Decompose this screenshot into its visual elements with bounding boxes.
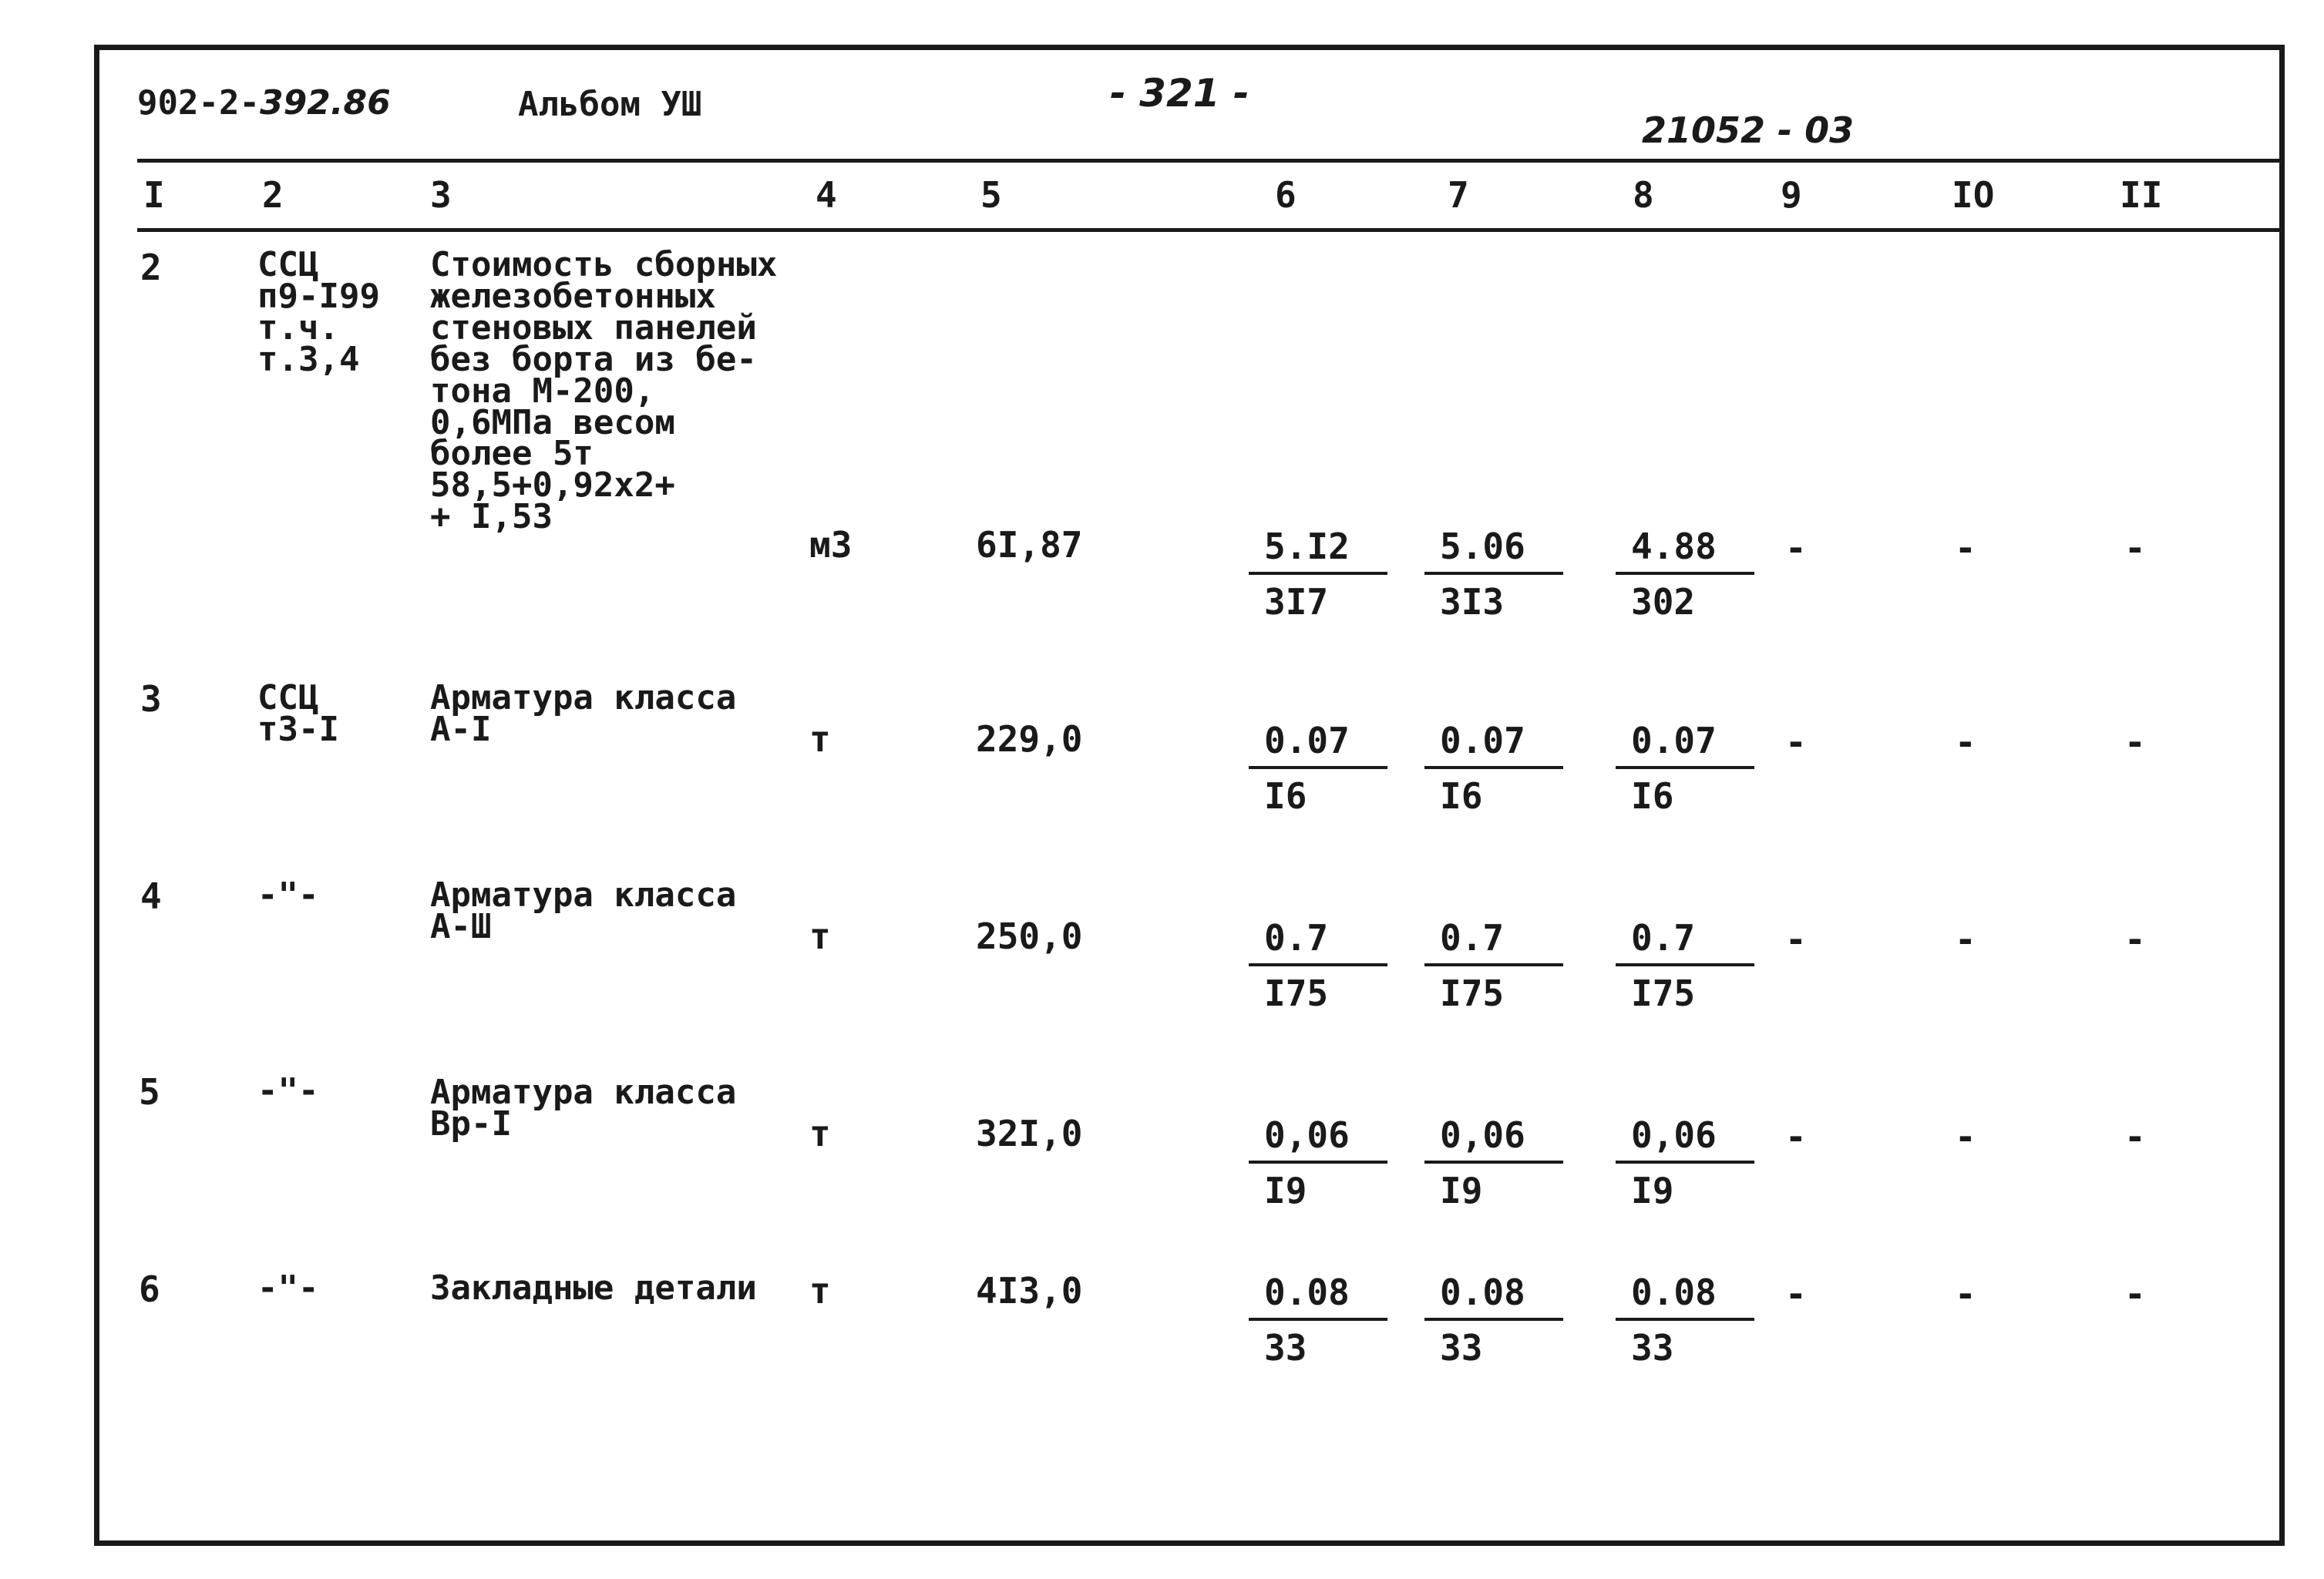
value-col11: -	[2124, 1273, 2146, 1315]
value-col6	[1249, 1114, 1387, 1211]
value-denominator: 33	[1264, 1327, 1307, 1369]
value-col11: -	[2124, 721, 2146, 763]
value-numerator: 0.07	[1249, 720, 1387, 769]
column-number: 8	[1633, 174, 1654, 216]
column-number: I	[143, 174, 165, 216]
value-col7	[1424, 1114, 1563, 1211]
value-col8	[1616, 917, 1754, 1014]
unit-price: 6I,87	[976, 524, 1083, 566]
unit-price: 250,0	[976, 915, 1083, 957]
row-number: 6	[139, 1268, 160, 1310]
value-denominator: 302	[1631, 581, 1696, 623]
value-denominator: 3I7	[1264, 581, 1329, 623]
unit: т	[809, 718, 831, 760]
value-col7	[1424, 917, 1563, 1014]
value-col10: -	[1955, 1116, 1976, 1157]
value-denominator: I9	[1440, 1170, 1483, 1211]
value-col8	[1616, 1114, 1754, 1211]
value-numerator: 0.08	[1249, 1272, 1387, 1321]
table-header-rule	[137, 228, 2285, 232]
value-numerator: 0.7	[1424, 917, 1563, 966]
album-label: Альбом УШ	[518, 85, 702, 124]
column-number: 4	[816, 174, 837, 216]
value-denominator: I6	[1440, 775, 1483, 817]
column-number: II	[2120, 174, 2163, 216]
value-denominator: I75	[1631, 973, 1696, 1014]
sheet-code: 21052 - 03	[1642, 109, 1855, 151]
unit: м3	[809, 524, 853, 566]
item-description: Стоимость сборных железобетонных стеновых панелей без борта из бе- тона М-200, 0,6МПа весом более 5т 58,5+0,92х2+ + I,53	[430, 245, 778, 537]
value-col11: -	[2124, 527, 2146, 569]
value-col9: -	[1785, 527, 1807, 569]
source-reference: -"-	[257, 875, 319, 915]
value-numerator: 0.08	[1424, 1272, 1563, 1321]
item-description: Закладные детали	[430, 1268, 757, 1308]
value-denominator: 33	[1440, 1327, 1483, 1369]
value-col7	[1424, 720, 1563, 817]
value-col10: -	[1955, 1273, 1976, 1315]
value-numerator: 0,06	[1616, 1114, 1754, 1164]
value-col9: -	[1785, 919, 1807, 960]
item-description: Арматура класса А-Ш	[430, 875, 737, 946]
column-number: 9	[1781, 174, 1802, 216]
unit: т	[809, 1270, 831, 1312]
value-col8	[1616, 720, 1754, 817]
document-sheet	[94, 45, 2285, 1546]
column-number: 6	[1275, 174, 1297, 216]
value-col9: -	[1785, 1273, 1807, 1315]
value-col6	[1249, 1272, 1387, 1369]
source-reference: -"-	[257, 1071, 319, 1110]
value-numerator: 5.I2	[1249, 526, 1387, 575]
column-number: IO	[1952, 174, 1995, 216]
column-number: 2	[262, 174, 284, 216]
value-denominator: 33	[1631, 1327, 1674, 1369]
document-code	[137, 83, 391, 123]
value-numerator: 0.7	[1249, 917, 1387, 966]
unit: т	[809, 1113, 831, 1154]
value-col7	[1424, 1272, 1563, 1369]
row-number: 4	[140, 875, 162, 917]
document-code-printed: 902-2-	[137, 83, 260, 123]
column-number: 5	[980, 174, 1002, 216]
value-numerator: 5.06	[1424, 526, 1563, 575]
value-col6	[1249, 526, 1387, 623]
item-description: Арматура класса Вр-I	[430, 1073, 737, 1144]
column-number: 3	[430, 174, 452, 216]
value-denominator: I9	[1264, 1170, 1307, 1211]
value-numerator: 4.88	[1616, 526, 1754, 575]
value-col11: -	[2124, 919, 2146, 960]
value-col11: -	[2124, 1116, 2146, 1157]
table-top-rule	[137, 159, 2285, 163]
value-col8	[1616, 526, 1754, 623]
value-col6	[1249, 720, 1387, 817]
item-description: Арматура класса А-I	[430, 678, 737, 749]
value-col10: -	[1955, 527, 1976, 569]
value-numerator: 0,06	[1424, 1114, 1563, 1164]
value-denominator: I6	[1631, 775, 1674, 817]
value-denominator: I9	[1631, 1170, 1674, 1211]
page-number: - 321 -	[1110, 71, 1249, 116]
value-col9: -	[1785, 721, 1807, 763]
row-number: 2	[140, 247, 162, 288]
value-col10: -	[1955, 919, 1976, 960]
value-denominator: 3I3	[1440, 581, 1505, 623]
value-numerator: 0.7	[1616, 917, 1754, 966]
column-number: 7	[1448, 174, 1469, 216]
value-numerator: 0.07	[1616, 720, 1754, 769]
unit-price: 4I3,0	[976, 1270, 1083, 1312]
source-reference: -"-	[257, 1268, 319, 1308]
unit-price: 229,0	[976, 718, 1083, 760]
value-col7	[1424, 526, 1563, 623]
unit-price: 32I,0	[976, 1113, 1083, 1154]
value-numerator: 0.08	[1616, 1272, 1754, 1321]
value-numerator: 0,06	[1249, 1114, 1387, 1164]
row-number: 5	[139, 1071, 160, 1113]
source-reference: ССЦ т3-I	[257, 678, 339, 749]
value-col8	[1616, 1272, 1754, 1369]
value-col9: -	[1785, 1116, 1807, 1157]
value-denominator: I6	[1264, 775, 1307, 817]
document-code-handwritten: 392.86	[259, 83, 391, 123]
unit: т	[809, 915, 831, 957]
value-denominator: I75	[1264, 973, 1329, 1014]
source-reference: ССЦ п9-I99 т.ч. т.3,4	[257, 245, 380, 379]
value-col6	[1249, 917, 1387, 1014]
row-number: 3	[140, 678, 162, 720]
value-col10: -	[1955, 721, 1976, 763]
value-numerator: 0.07	[1424, 720, 1563, 769]
value-denominator: I75	[1440, 973, 1505, 1014]
